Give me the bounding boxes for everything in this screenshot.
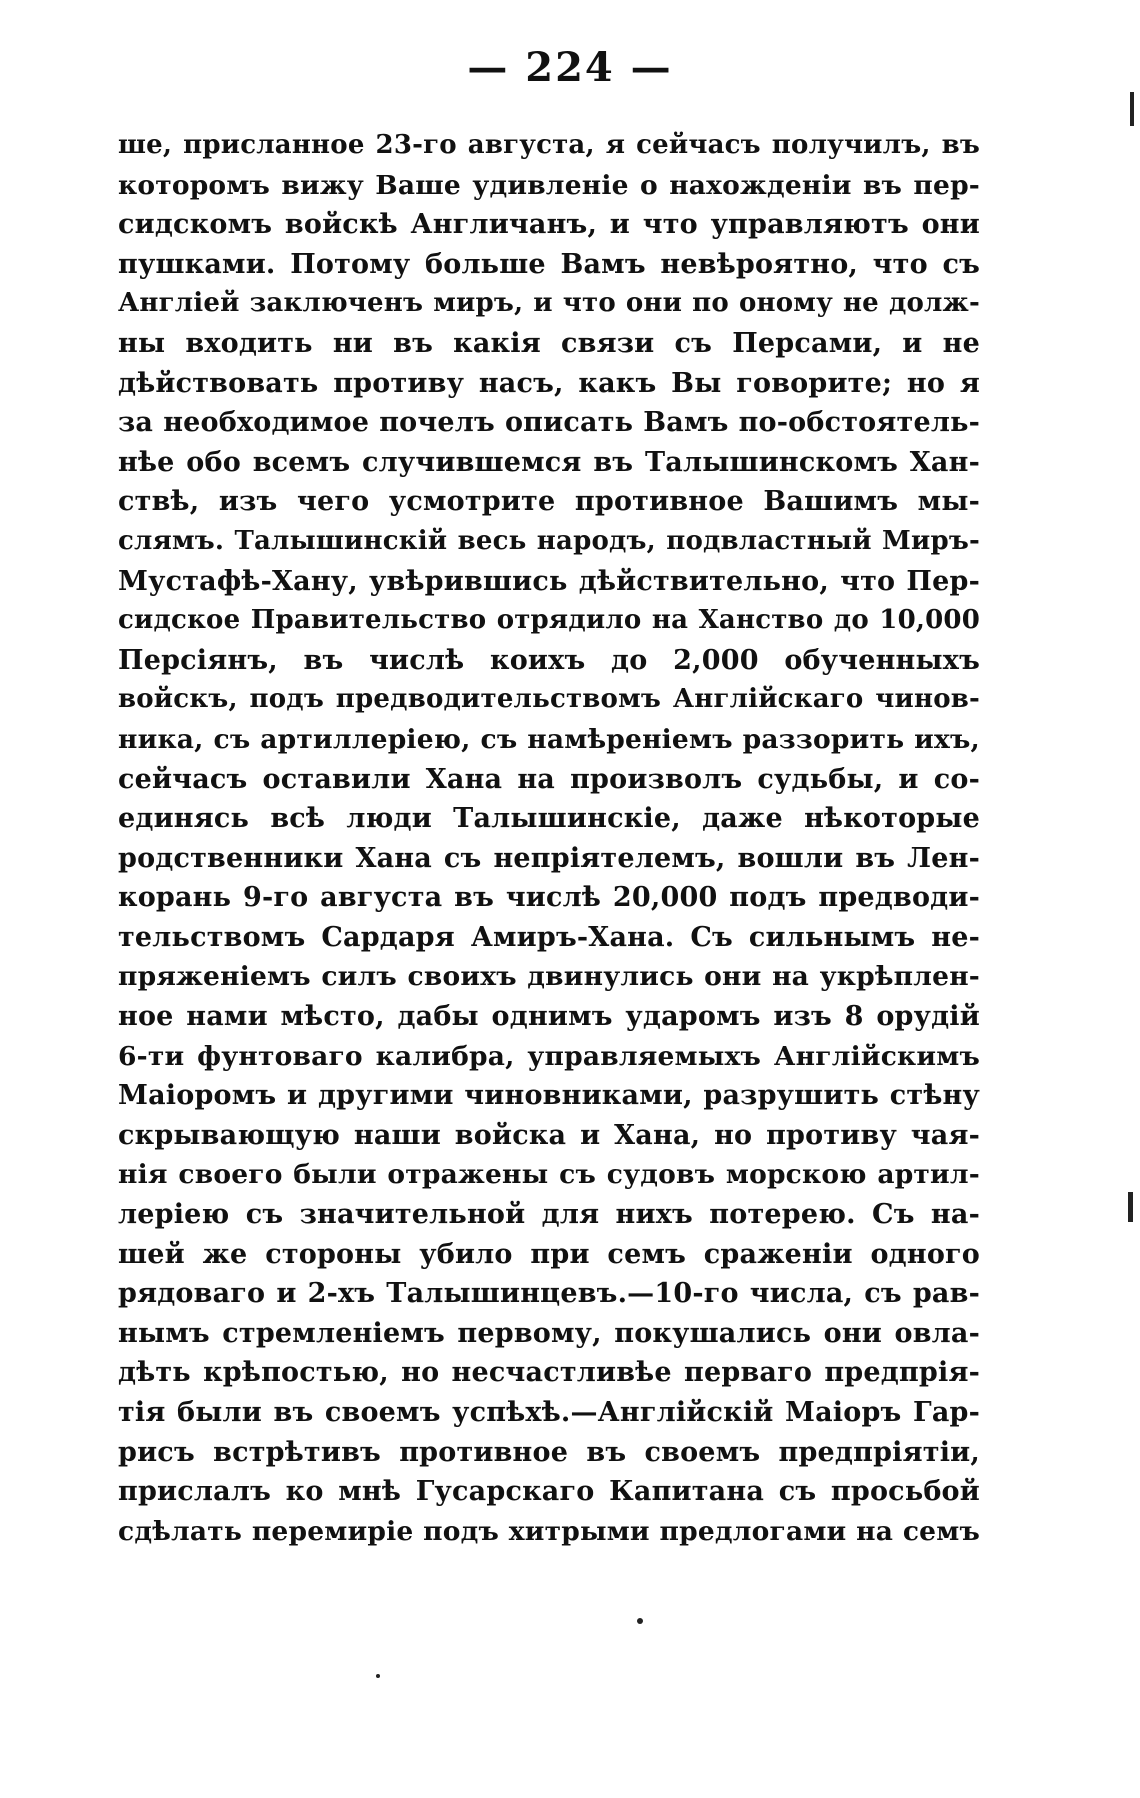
scan-edge-mark xyxy=(1128,1192,1133,1222)
text-line: слямъ. Талышинскій весь народъ, подвластный Миръ- xyxy=(118,525,980,556)
body-text xyxy=(118,126,980,1551)
text-line: за необходимое почелъ описать Вамъ по-обстоятель- xyxy=(118,407,980,439)
text-line: нымъ стремленіемъ первому, покушались они овла- xyxy=(118,1317,980,1349)
text-line: 6-ти фунтоваго калибра, управляемыхъ Англійскимъ xyxy=(118,1040,980,1072)
scan-speck xyxy=(637,1618,643,1624)
text-line: скрывающую наши войска и Хана, но противу чая- xyxy=(118,1119,980,1151)
text-line: пряженіемъ силъ своихъ двинулись они на укрѣплен- xyxy=(118,961,980,993)
text-line: Маіоромъ и другими чиновниками, разрушить стѣну xyxy=(118,1080,980,1112)
text-line: которомъ вижу Ваше удивленіе о нахожденіи въ пер- xyxy=(118,169,980,201)
text-line: дѣть крѣпостью, но несчастливѣе перваго предпрія- xyxy=(118,1357,980,1389)
text-line: Мустафѣ-Хану, увѣрившись дѣйствительно, что Пер- xyxy=(118,565,980,597)
text-line: сидское Правительство отрядило на Ханство до 10,000 xyxy=(118,605,980,636)
text-line: ны входить ни въ какія связи съ Персами, и не xyxy=(118,327,980,359)
text-line: сидскомъ войскѣ Англичанъ, и что управляютъ они xyxy=(118,209,980,241)
text-line: сейчасъ оставили Хана на произволъ судьбы, и со- xyxy=(118,763,980,795)
text-line: единясь всѣ люди Талышинскіе, даже нѣкоторые xyxy=(118,803,980,835)
text-line: корань 9-го августа въ числѣ 20,000 подъ предводи- xyxy=(118,882,980,914)
text-line: нія своего были отражены съ судовъ морскою артил- xyxy=(118,1159,980,1191)
text-line: рядоваго и 2-хъ Талышинцевъ.—10-го числа, съ рав- xyxy=(118,1278,980,1310)
text-line: ше, присланное 23-го августа, я сейчасъ получилъ, въ xyxy=(118,130,980,160)
text-line: войскъ, подъ предводительствомъ Англійскаго чинов- xyxy=(118,684,980,715)
text-line: пушками. Потому больше Вамъ невѣроятно, что съ xyxy=(118,248,980,280)
text-line: тельствомъ Сардаря Амиръ-Хана. Съ сильнымъ не- xyxy=(118,921,980,953)
text-line: тія были въ своемъ успѣхѣ.—Англійскій Маіоръ Гар- xyxy=(118,1397,980,1428)
text-line: Персіянъ, въ числѣ коихъ до 2,000 обученныхъ xyxy=(118,644,980,676)
text-line: ствѣ, изъ чего усмотрите противное Вашимъ мы- xyxy=(118,486,980,518)
text-line: рисъ встрѣтивъ противное въ своемъ предпріятіи, xyxy=(118,1436,980,1468)
text-line: ника, съ артиллеріею, съ намѣреніемъ раззорить ихъ, xyxy=(118,723,980,755)
page-number: — 224 — xyxy=(467,44,673,91)
scan-speck xyxy=(376,1674,380,1678)
text-line: нѣе обо всемъ случившемся въ Талышинскомъ Хан- xyxy=(118,446,980,478)
text-line: прислалъ ко мнѣ Гусарскаго Капитана съ просьбой xyxy=(118,1476,980,1508)
text-line: леріею съ значительной для нихъ потерею. Съ на- xyxy=(118,1199,980,1231)
text-line: сдѣлать перемиріе подъ хитрыми предлогами на семъ xyxy=(118,1515,980,1547)
scan-edge-mark xyxy=(1130,92,1134,126)
text-line: родственники Хана съ непріятелемъ, вошли въ Лен- xyxy=(118,842,980,874)
text-line: дѣйствовать противу насъ, какъ Вы говорите; но я xyxy=(118,367,980,399)
text-line: Англіей заключенъ миръ, и что они по оному не долж- xyxy=(118,288,980,319)
text-line: шей же стороны убило при семъ сраженіи одного xyxy=(118,1238,980,1270)
text-line: ное нами мѣсто, дабы однимъ ударомъ изъ 8 орудій xyxy=(118,1001,980,1033)
